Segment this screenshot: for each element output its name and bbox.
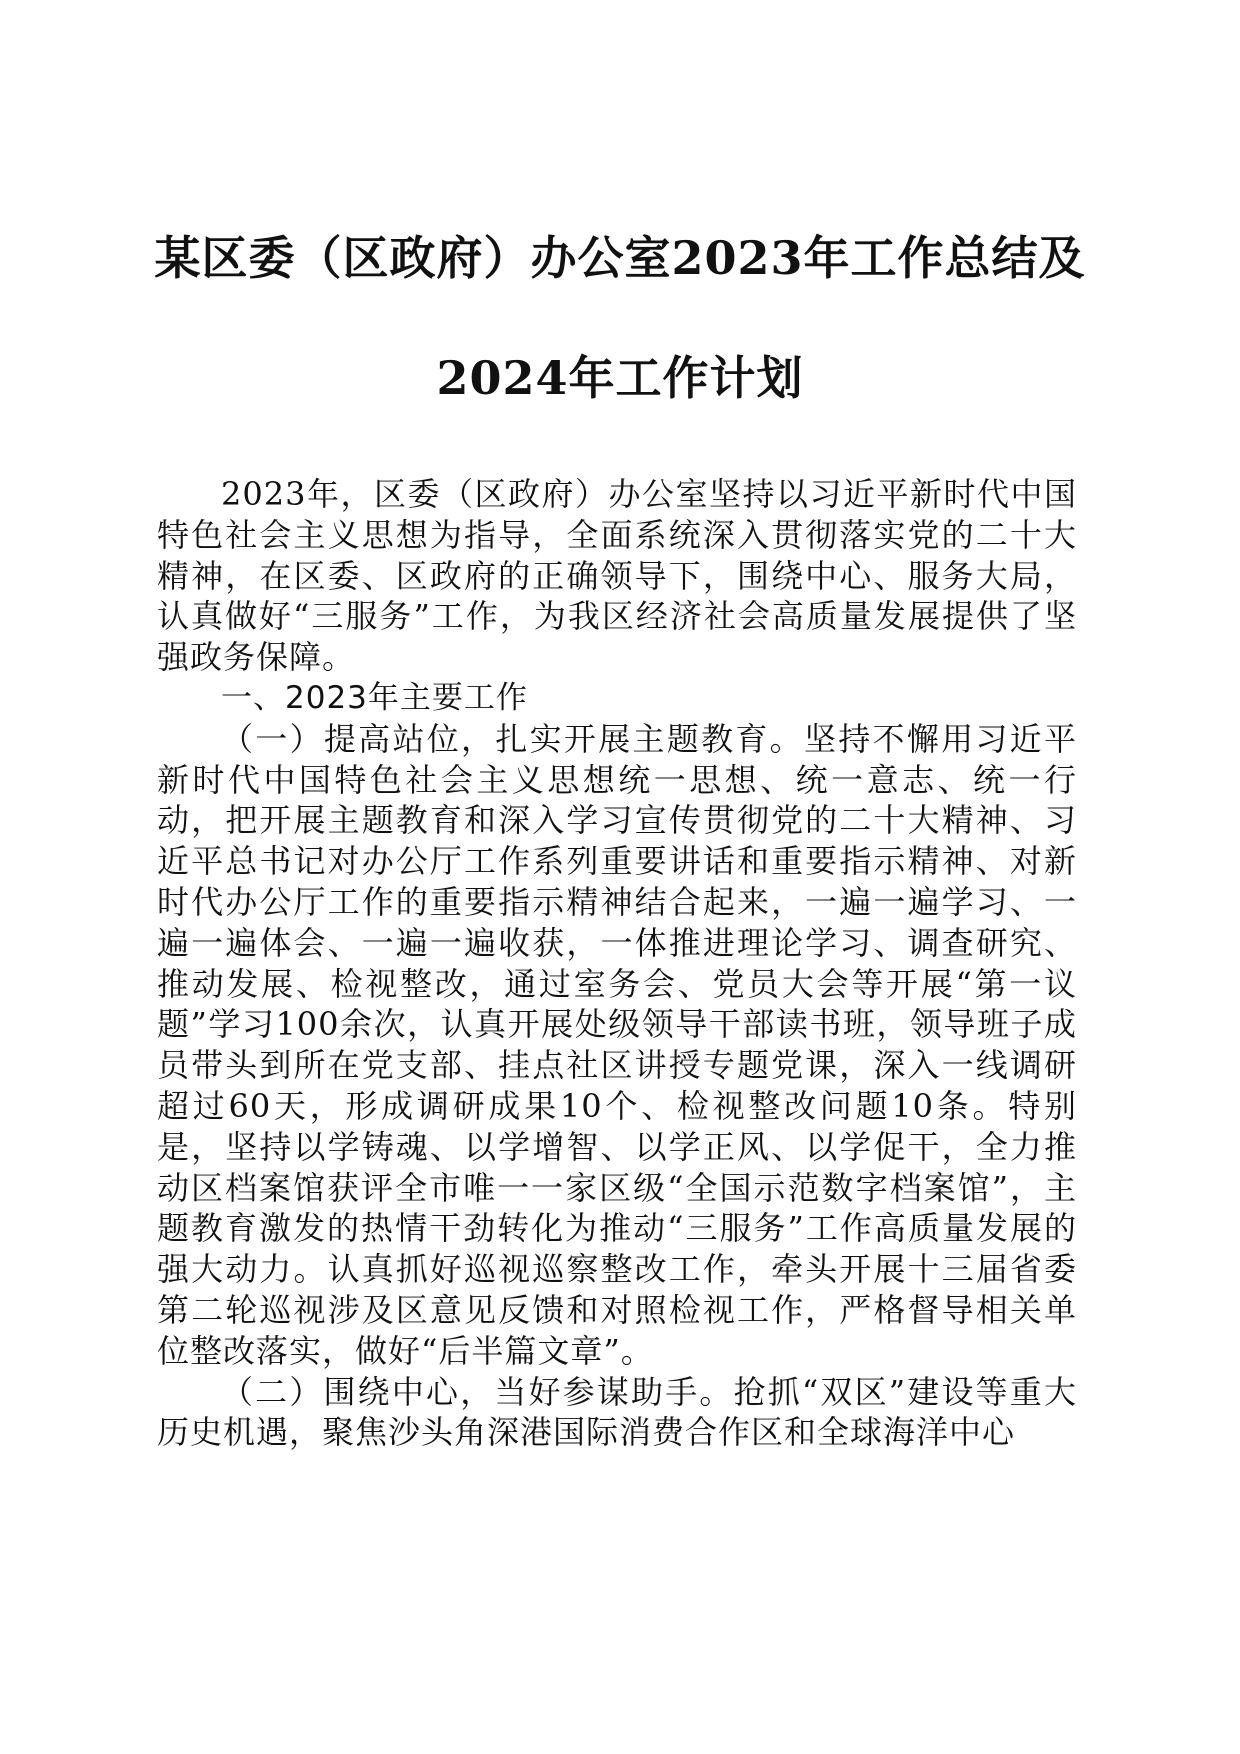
section-heading: 一、2023年主要工作: [221, 679, 528, 716]
item-2-text: 抢抓“双区”建设等重大历史机遇，聚焦沙头角深港国际消费合作区和全球海洋中心: [157, 1372, 1077, 1452]
intro-paragraph: 2023年，区委（区政府）办公室坚持以习近平新时代中国特色社会主义思想为指导，全面系统深入贯彻落实党的二十大精神，在区委、区政府的正确领导下，围绕中心、服务大局，认真做好“三服务”工作，为我区经济社会高质量发展提供了坚强政务保障。: [157, 475, 1077, 677]
document-title-line-2: 2024年工作计划: [436, 351, 804, 405]
item-2-lead: （二）围绕中心，当好参谋助手。: [221, 1372, 734, 1411]
item-2-paragraph: [157, 1372, 1077, 1454]
document-body: [157, 474, 1077, 1453]
item-1-lead: （一）提高站位，扎实开展主题教育。: [221, 719, 804, 758]
item-1-paragraph: [157, 719, 1077, 1372]
document-title-line-1: 某区委（区政府）办公室2023年工作总结及: [154, 231, 1086, 285]
item-1-text: 坚持不懈用习近平新时代中国特色社会主义思想统一思想、统一意志、统一行动，把开展主题教育和深入学习宣传贯彻党的二十大精神、习近平总书记对办公厅工作系列重要讲话和重要指示精神、对新时代办公厅工作的重要指示精神结合起来，一遍一遍学习、一遍一遍体会、一遍一遍收获，一体推进理论学习、调查研究、推动发展、检视整改，通过室务会、党员大会等开展“第一议题”学习100余次，认真开展处级领导干部读书班，领导班子成员带头到所在党支部、挂点社区讲授专题党课，深入一线调研超过60天，形成调研成果10个、检视整改问题10条。特别是，坚持以学铸魂、以学增智、以学正风、以学促干，全力推动区档案馆获评全市唯一一家区级“全国示范数字档案馆”，主题教育激发的热情干劲转化为推动“三服务”工作高质量发展的强大动力。认真抓好巡视巡察整改工作，牵头开展十三届省委第二轮巡视涉及区意见反馈和对照检视工作，严格督导相关单位整改落实，做好“后半篇文章”。: [157, 719, 1077, 1370]
